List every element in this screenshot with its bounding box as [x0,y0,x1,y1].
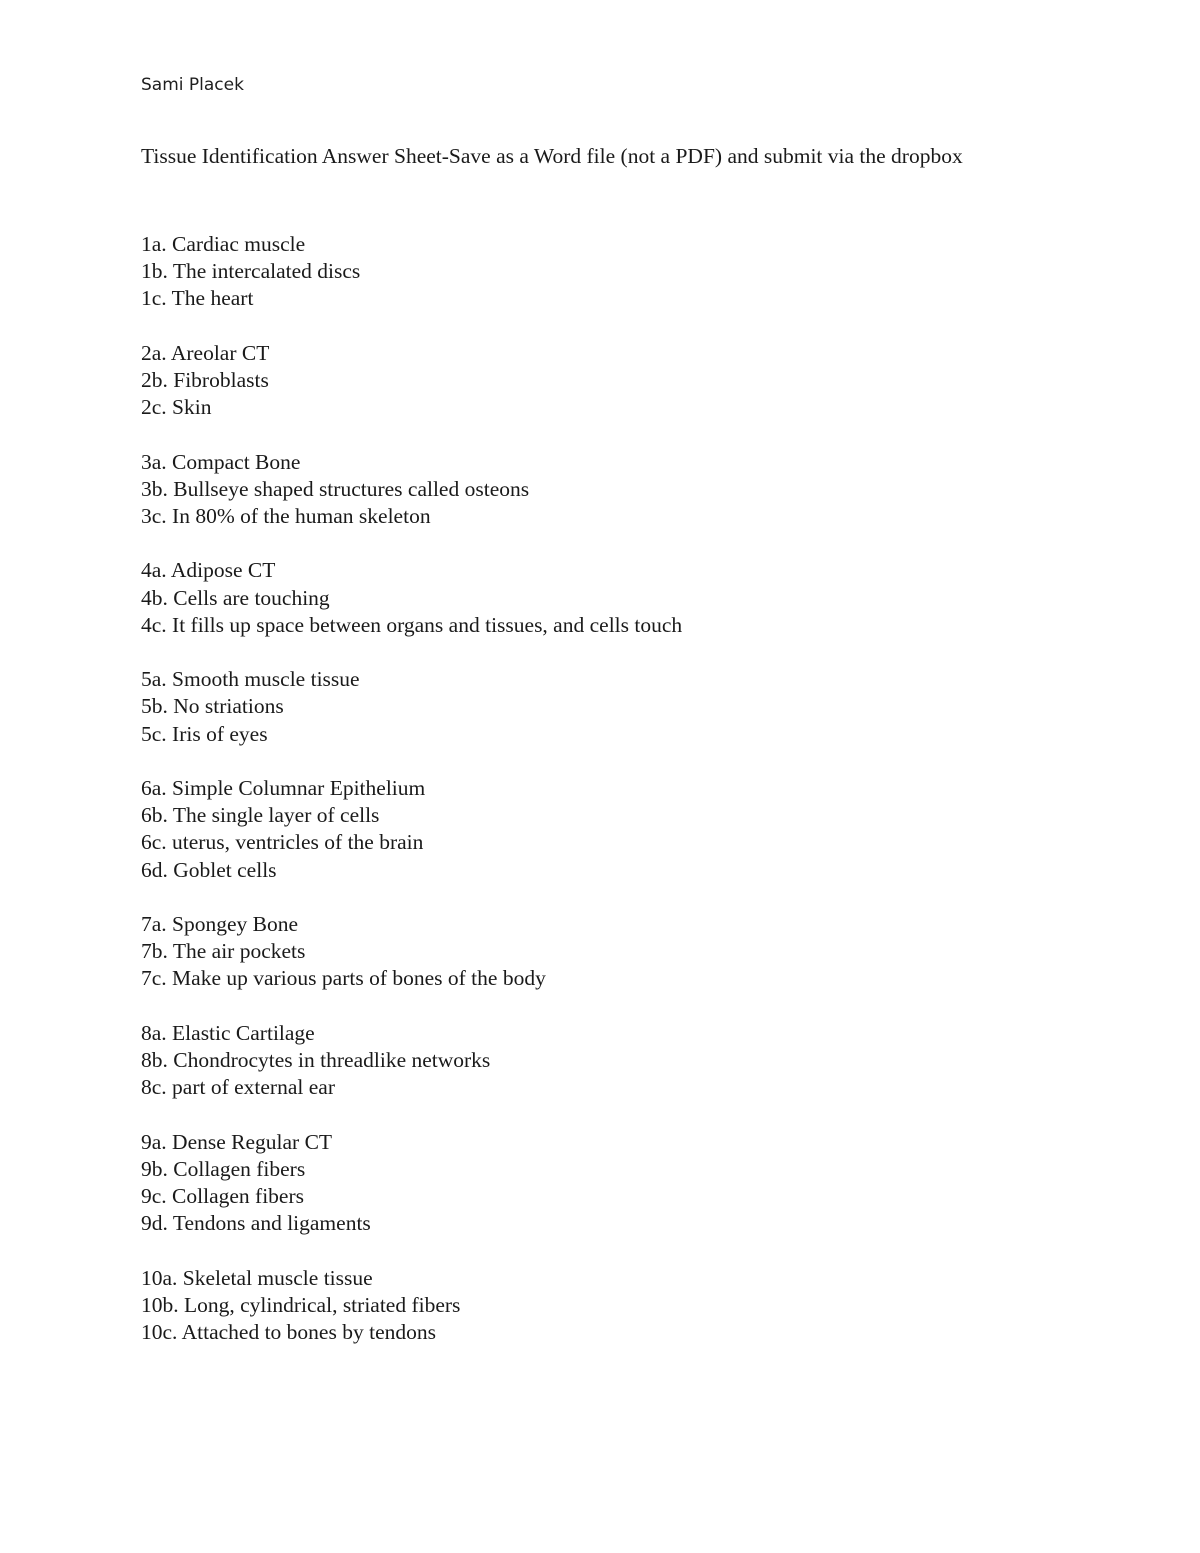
answer-line: 4a. Adipose CT [141,558,276,583]
answer-group [141,1129,682,1238]
answer-line: 1c. The heart [141,286,254,311]
answer-line: 2c. Skin [141,395,212,420]
answer-group [141,1020,682,1102]
answer-group [141,1265,682,1347]
answer-group [141,231,682,313]
answer-line: 10a. Skeletal muscle tissue [141,1265,373,1290]
answer-line: 5b. No striations [141,694,284,719]
answer-line: 3a. Compact Bone [141,449,301,474]
answer-group-lines [141,449,682,531]
answer-group-lines [141,1265,682,1347]
answer-line: 7b. The air pockets [141,939,306,964]
answer-line: 1a. Cardiac muscle [141,232,306,256]
answer-line: 9a. Dense Regular CT [141,1129,333,1154]
answer-line: 9d. Tendons and ligaments [141,1211,371,1236]
answer-group-lines [141,1129,682,1238]
answer-group [141,911,682,993]
answer-line: 4c. It fills up space between organs and tissues, and cells touch [141,612,683,637]
answer-line: 10c. Attached to bones by tendons [141,1319,436,1344]
answer-line: 6d. Goblet cells [141,857,277,882]
answer-group-lines [141,911,682,993]
answer-group [141,666,682,748]
answer-group [141,449,682,531]
answer-line: 8c. part of external ear [141,1075,335,1100]
answer-line: 7c. Make up various parts of bones of the body [141,966,546,991]
answer-line: 9c. Collagen fibers [141,1183,304,1208]
answer-list [141,231,682,1373]
answer-line: 2a. Areolar CT [141,340,270,365]
answer-line: 8b. Chondrocytes in threadlike networks [141,1047,491,1072]
answer-line: 10b. Long, cylindrical, striated fibers [141,1292,461,1317]
answer-line: 2b. Fibroblasts [141,368,269,392]
answer-line: 4b. Cells are touching [141,585,330,610]
answer-group [141,340,682,422]
answer-group [141,557,682,639]
answer-group [141,775,682,884]
answer-group-lines [141,1020,682,1102]
answer-group-lines [141,666,682,748]
document-title: Tissue Identification Answer Sheet-Save as a Word file (not a PDF) and submit via the dropbox [141,144,963,168]
answer-line: 3c. In 80% of the human skeleton [141,504,431,528]
answer-line: 6a. Simple Columnar Epithelium [141,775,426,800]
answer-group-lines [141,775,682,884]
answer-line: 6c. uterus, ventricles of the brain [141,830,424,855]
answer-line: 3b. Bullseye shaped structures called osteons [141,476,530,501]
answer-group-lines [141,340,682,422]
answer-line: 9b. Collagen fibers [141,1156,306,1181]
answer-line: 8a. Elastic Cartilage [141,1020,315,1045]
answer-line: 6b. The single layer of cells [141,803,380,828]
answer-line: 1b. The intercalated discs [141,259,361,284]
answer-line: 5c. Iris of eyes [141,721,268,746]
answer-group-lines [141,231,682,313]
answer-line: 7a. Spongey Bone [141,911,299,936]
answer-line: 5a. Smooth muscle tissue [141,667,360,692]
author-name: Sami Placek [141,75,244,95]
answer-group-lines [141,557,682,639]
